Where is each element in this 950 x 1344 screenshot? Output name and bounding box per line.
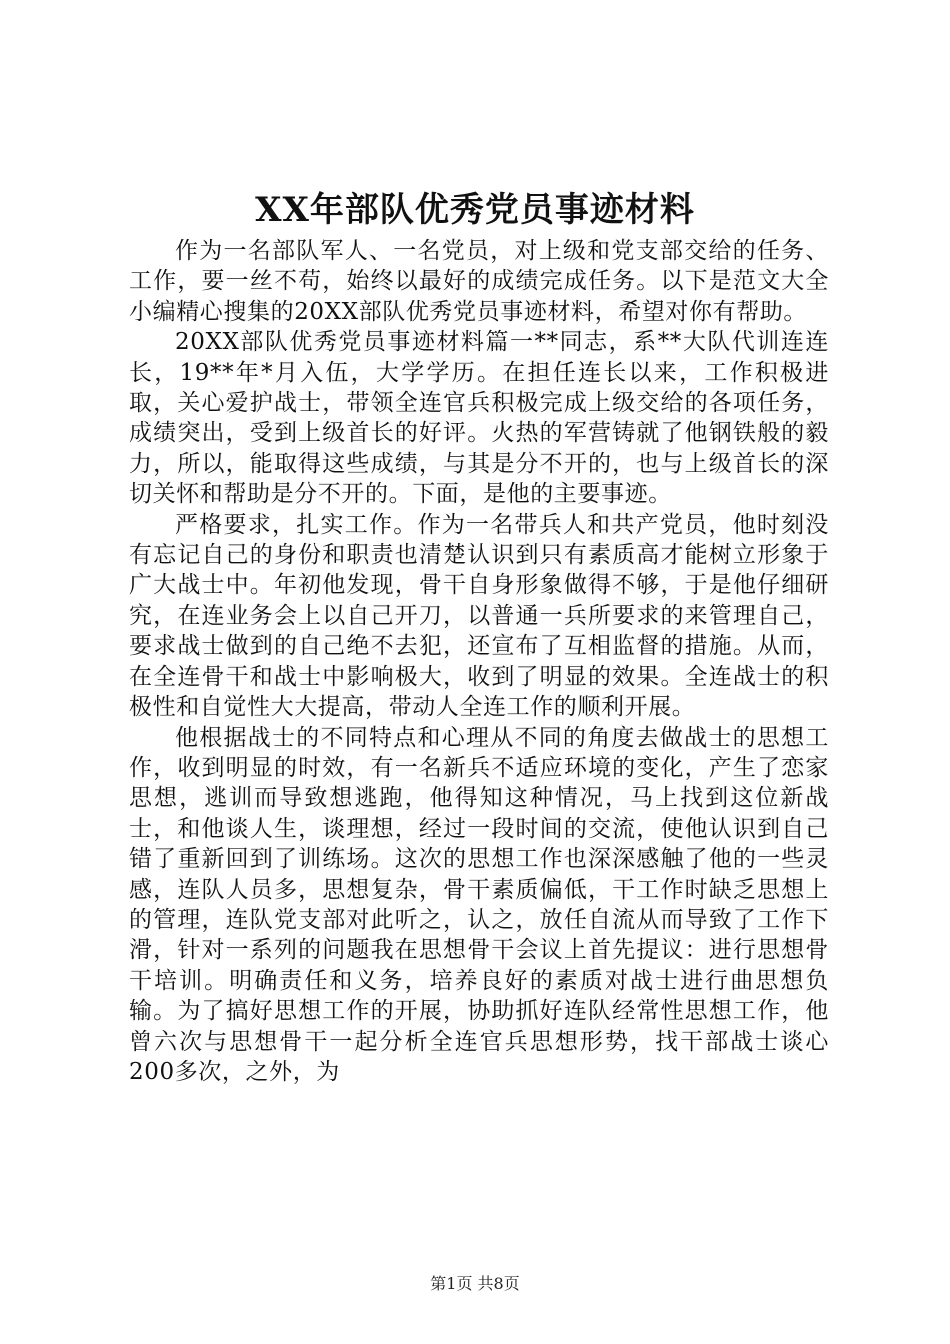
document-body	[129, 236, 829, 1087]
paragraph-strict-requirements: 严格要求，扎实工作。作为一名带兵人和共产党员，他时刻没有忘记自己的身份和职责也清楚认识到只有素质高才能树立形象于广大战士中。年初他发现，骨干自身形象做得不够，于是他仔细研究，在连业务会上以自己开刀，以普通一兵所要求的来管理自己，要求战士做到的自己绝不去犯，还宣布了互相监督的措施。从而，在全连骨干和战士中影响极大，收到了明显的效果。全连战士的积极性和自觉性大大提高，带动人全连工作的顺利开展。	[129, 511, 829, 721]
paragraph-profile: 20XX部队优秀党员事迹材料篇一**同志，系**大队代训连连长，19**年*月入伍，大学学历。在担任连长以来，工作积极进取，关心爱护战士，带领全连官兵积极完成上级交给的各项任务，成绩突出，受到上级首长的好评。火热的军营铸就了他钢铁般的毅力，所以，能取得这些成绩，与其是分不开的，也与上级首长的深切关怀和帮助是分不开的。下面，是他的主要事迹。	[129, 329, 829, 508]
paragraph-ideological-work: 他根据战士的不同特点和心理从不同的角度去做战士的思想工作，收到明显的时效，有一名新兵不适应环境的变化，产生了恋家思想，逃训而导致想逃跑，他得知这种情况，马上找到这位新战士，和他谈人生，谈理想，经过一段时间的交流，使他认识到自己错了重新回到了训练场。这次的思想工作也深深感触了他的一些灵感，连队人员多，思想复杂，骨干素质偏低，干工作时缺乏思想上的管理，连队党支部对此听之，认之，放任自流从而导致了工作下滑，针对一系列的问题我在思想骨干会议上首先提议：进行思想骨干培训。明确责任和义务，培养良好的素质对战士进行曲思想负输。为了搞好思想工作的开展，协助抓好连队经常性思想工作，他曾六次与思想骨干一起分析全连官兵思想形势，找干部战士谈心200多次，之外，为	[129, 724, 829, 1085]
paragraph-intro: 作为一名部队军人、一名党员，对上级和党支部交给的任务、工作，要一丝不苟，始终以最好的成绩完成任务。以下是范文大全小编精心搜集的20XX部队优秀党员事迹材料，希望对你有帮助。	[129, 238, 829, 325]
document-title: XX年部队优秀党员事迹材料	[255, 190, 695, 230]
page-number-footer: 第1页 共8页	[430, 1274, 520, 1293]
